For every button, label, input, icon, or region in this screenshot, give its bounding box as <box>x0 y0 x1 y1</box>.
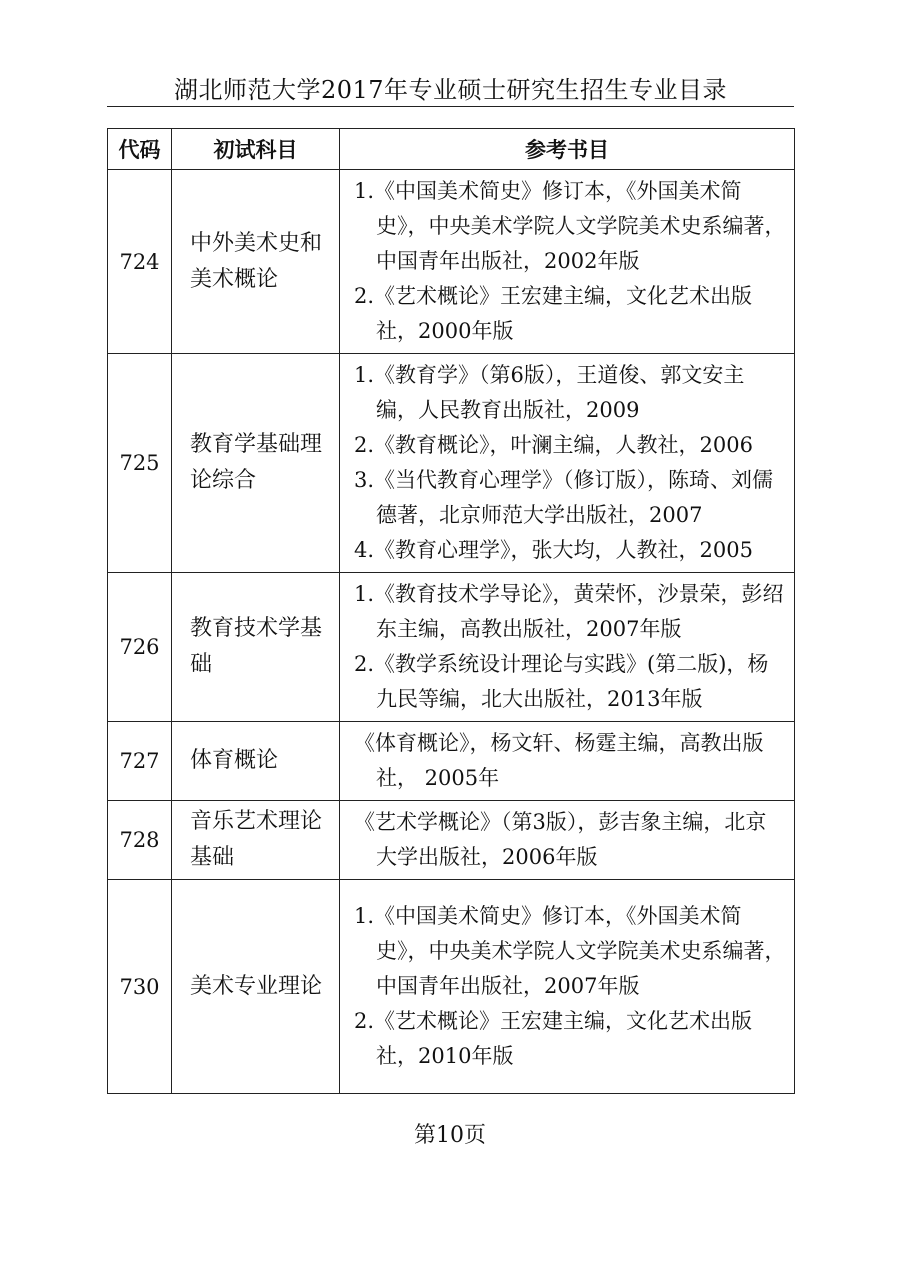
book-item: 4.《教育心理学》，张大均，人教社，2005 <box>354 538 753 562</box>
row-books <box>340 354 795 573</box>
row-books <box>340 573 795 722</box>
row-code: 728 <box>108 801 172 880</box>
book-item: 2.《教育概论》，叶澜主编，人教社，2006 <box>354 433 753 457</box>
row-subject: 美术专业理论 <box>172 880 340 1094</box>
book-item: 1.《教育学》（第6版），王道俊、郭文安主编，人民教育出版社，2009 <box>354 363 745 422</box>
book-item: 《体育概论》，杨文轩、杨霆主编，高教出版社， 2005年 <box>354 731 764 790</box>
book-item: 2.《教学系统设计理论与实践》(第二版)，杨九民等编，北大出版社，2013年版 <box>354 652 769 711</box>
row-code: 727 <box>108 722 172 801</box>
row-subject: 教育技术学基础 <box>172 573 340 722</box>
catalog-table <box>107 128 795 1094</box>
table-row <box>108 801 795 880</box>
book-item: 1.《教育技术学导论》，黄荣怀，沙景荣，彭绍东主编，高教出版社，2007年版 <box>354 582 784 641</box>
row-books <box>340 880 795 1094</box>
row-subject: 中外美术史和美术概论 <box>172 170 340 354</box>
column-header-code: 代码 <box>108 129 172 170</box>
page-title: 湖北师范大学2017年专业硕士研究生招生专业目录 <box>173 76 728 104</box>
column-header-subject: 初试科目 <box>172 129 340 170</box>
row-subject: 音乐艺术理论基础 <box>172 801 340 880</box>
row-code: 730 <box>108 880 172 1094</box>
row-books <box>340 801 795 880</box>
book-item: 3.《当代教育心理学》（修订版），陈琦、刘儒德著，北京师范大学出版社，2007 <box>354 468 774 527</box>
book-item: 1.《中国美术简史》修订本，《外国美术简史》，中央美术学院人文学院美术史系编著，中国青年出版社，2007年版 <box>354 904 786 998</box>
column-header-books: 参考书目 <box>340 129 795 170</box>
table-row <box>108 573 795 722</box>
header-divider <box>107 106 794 107</box>
row-subject: 教育学基础理论综合 <box>172 354 340 573</box>
table-row <box>108 354 795 573</box>
page-number: 第10页 <box>414 1123 486 1148</box>
row-subject: 体育概论 <box>172 722 340 801</box>
book-item: 2.《艺术概论》王宏建主编，文化艺术出版社，2000年版 <box>354 284 753 343</box>
book-item: 1.《中国美术简史》修订本，《外国美术简史》，中央美术学院人文学院美术史系编著，中国青年出版社，2002年版 <box>354 179 786 273</box>
row-code: 724 <box>108 170 172 354</box>
row-books <box>340 170 795 354</box>
table-row <box>108 880 795 1094</box>
row-code: 725 <box>108 354 172 573</box>
table-row <box>108 170 795 354</box>
table-row <box>108 722 795 801</box>
table-header-row <box>108 129 795 170</box>
book-item: 《艺术学概论》（第3版），彭吉象主编，北京大学出版社，2006年版 <box>354 810 767 869</box>
book-item: 2.《艺术概论》王宏建主编，文化艺术出版社，2010年版 <box>354 1009 753 1068</box>
row-code: 726 <box>108 573 172 722</box>
row-books <box>340 722 795 801</box>
